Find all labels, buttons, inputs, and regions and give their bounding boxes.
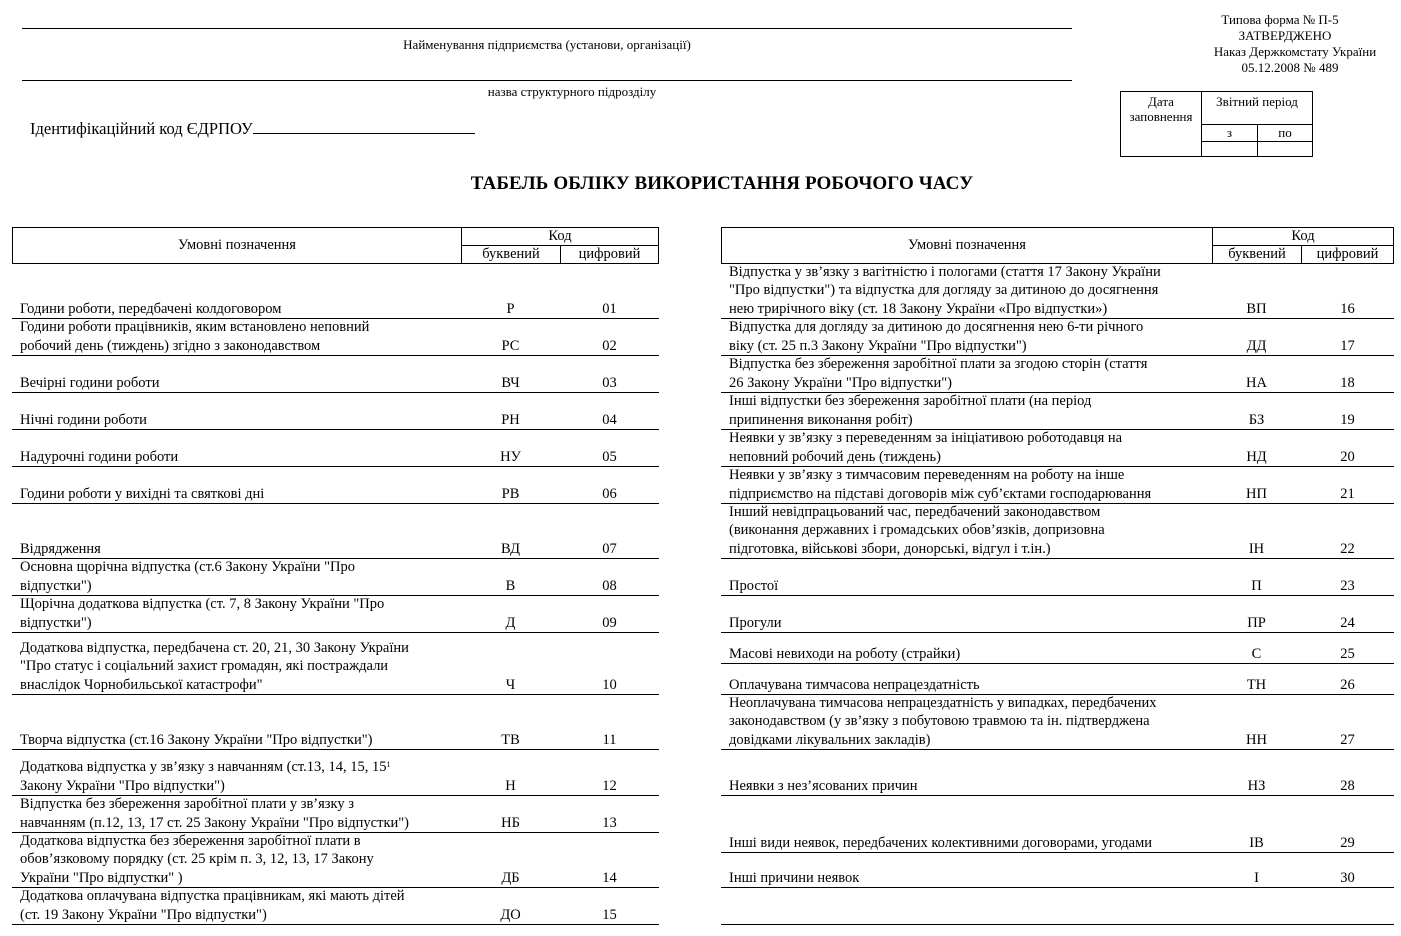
row-digit-code: 25 [1340,645,1355,662]
row-description: Відпустка без збереження заробітної плати за згодою сторін (стаття 26 Закону України "Про відпустки") [729,356,1148,391]
row-letter-code: Д [505,614,516,631]
row-letter-code: БЗ [1248,411,1265,428]
period-to-label: по [1258,125,1312,142]
table-row [12,319,659,356]
row-letter-code: ТН [1246,676,1267,693]
row-digit-code: 03 [602,374,617,391]
row-letter-code: ДО [500,906,521,923]
row-letter-code: В [505,577,516,594]
approved-label: ЗАТВЕРДЖЕНО [1238,28,1332,43]
header-code: Код [462,228,658,246]
row-letter-code: РВ [501,485,520,502]
period-label: Звітний період [1202,92,1312,125]
row-digit-code: 27 [1340,731,1355,748]
row-description: Інші відпустки без збереження заробітної плати (на період припинення виконання робіт) [729,393,1092,428]
row-letter-code: П [1251,577,1262,594]
table-row [12,559,659,596]
table-row [12,430,659,467]
row-digit-code: 13 [602,814,617,831]
row-description: Неоплачувана тимчасова непрацездатність у випадках, передбачених законодавством (у зв’язку з побутовою травмою та ін. підтверджена довідками лікувальних закладів) [729,695,1157,748]
table-row [721,393,1394,430]
row-letter-code: ПР [1247,614,1266,631]
row-letter-code: НБ [501,814,520,831]
row-digit-code: 22 [1340,540,1355,557]
row-letter-code: НД [1246,448,1267,465]
row-digit-code: 21 [1340,485,1355,502]
row-description: Простої [729,577,779,594]
edrpou-field [30,119,475,139]
row-digit-code: 05 [602,448,617,465]
table-row [12,264,659,319]
row-letter-code: Ч [505,676,516,693]
row-description: Додаткова оплачувана відпустка працівникам, які мають дітей (ст. 19 Закону України "Про відпустки") [20,888,405,923]
table-row [721,356,1394,393]
row-digit-code: 01 [602,300,617,317]
row-digit-code: 19 [1340,411,1355,428]
row-digit-code: 23 [1340,577,1355,594]
row-letter-code: С [1251,645,1262,662]
table-row [721,664,1394,695]
row-letter-code: Н [505,777,516,794]
row-digit-code: 30 [1340,869,1355,886]
row-letter-code: І [1254,869,1259,886]
table-row [721,853,1394,888]
table-row [12,356,659,393]
row-description: Додаткова відпустка, передбачена ст. 20, 21, 30 Закону України "Про статус і соціальний захист громадян, які постраждали внаслідок Чорнобильської катастрофи" [20,640,409,693]
row-description: Відрядження [20,540,101,557]
date-table [1120,91,1313,157]
table-row [12,504,659,559]
row-digit-code: 09 [602,614,617,631]
row-description: Творча відпустка (ст.16 Закону України "Про відпустки") [20,731,373,748]
row-description: Інший невідпрацьований час, передбачений законодавством (виконання державних і громадських обов’язків, допризовна підготовка, військові збори, донорські, відгул і т.ін.) [729,504,1105,557]
table-row [12,833,659,888]
row-letter-code: РС [501,337,520,354]
row-description: Години роботи у вихідні та святкові дні [20,485,265,502]
table-row [721,633,1394,664]
row-letter-code: ДБ [501,869,520,886]
row-description: Надурочні години роботи [20,448,179,465]
table-row [12,888,659,925]
row-description: Відпустка без збереження заробітної плати у зв’язку з навчанням (п.12, 13, 17 ст. 25 Закону України "Про відпустки") [20,796,409,831]
row-description: Неявки у зв’язку з тимчасовим переведенням на роботу на інше підприємство на підставі договорів між суб’єктами господарювання [729,467,1152,502]
table-row [721,695,1394,750]
table-header [12,227,659,264]
row-letter-code: ВД [500,540,520,557]
table-row [721,319,1394,356]
row-description: Неявки у зв’язку з переведенням за ініціативою роботодавця на неповний робочий день (тиждень) [729,430,1123,465]
row-digit-code: 08 [602,577,617,594]
row-description: Вечірні години роботи [20,374,160,391]
row-description: Прогули [729,614,782,631]
order-label: Наказ Держкомстату України [1213,44,1377,59]
row-description: Години роботи, передбачені колдоговором [20,300,282,317]
row-description: Відпустка у зв’язку з вагітністю і пологами (стаття 17 Закону України "Про відпустки") та відпустка для догляду за дитиною до досягнення нею трирічного віку (ст. 18 Закону України «Про відпустки») [729,264,1161,317]
edrpou-label: Ідентифікаційний код ЄДРПОУ [30,119,253,138]
row-digit-code: 06 [602,485,617,502]
row-letter-code: ТВ [501,731,520,748]
org-name-line[interactable] [22,28,1072,29]
subdivision-caption: назва структурного підрозділу [487,84,657,99]
table-row [12,596,659,633]
fill-date-label: Дата [1148,94,1174,109]
row-description: Нічні години роботи [20,411,147,428]
row-digit-code: 20 [1340,448,1355,465]
header-digit-code: цифровий [578,246,641,262]
page-title: ТАБЕЛЬ ОБЛІКУ ВИКОРИСТАННЯ РОБОЧОГО ЧАСУ [470,173,974,194]
header-designation: Умовні позначення [13,228,462,263]
row-letter-code: ІН [1248,540,1265,557]
table-row [721,888,1394,925]
table-row [721,559,1394,596]
org-name-caption: Найменування підприємства (установи, організації) [403,37,691,52]
row-digit-code: 14 [602,869,617,886]
row-description: Основна щорічна відпустка (ст.6 Закону України "Про відпустки") [20,559,356,594]
form-info [1170,12,1390,76]
row-letter-code: ДД [1246,337,1267,354]
row-digit-code: 24 [1340,614,1355,631]
table-row [721,796,1394,853]
row-digit-code: 12 [602,777,617,794]
row-digit-code: 07 [602,540,617,557]
table-row [721,504,1394,559]
table-row [721,467,1394,504]
row-letter-code: НП [1246,485,1267,502]
header-designation: Умовні позначення [722,228,1213,263]
row-description: Додаткова відпустка без збереження заробітної плати в обов’язковому порядку (ст. 25 крім п. 3, 12, 13, 17 Закону України "Про відпустки" ) [20,833,374,886]
table-header [721,227,1394,264]
row-digit-code: 18 [1340,374,1355,391]
fill-date-label-2: заповнення [1129,109,1193,124]
row-description: Щорічна додаткова відпустка (ст. 7, 8 Закону України "Про відпустки") [20,596,385,631]
table-row [721,430,1394,467]
row-description: Години роботи працівників, яким встановлено неповний робочий день (тиждень) згідно з законодавством [20,319,370,354]
table-row [721,596,1394,633]
fill-date-cell[interactable] [1121,92,1202,156]
table-row [721,750,1394,796]
table-row [721,264,1394,319]
row-digit-code: 16 [1340,300,1355,317]
table-row [12,796,659,833]
period-from-input[interactable] [1202,142,1258,156]
row-description: Відпустка для догляду за дитиною до досягнення нею 6-ти річного віку (ст. 25 п.3 Закону України "Про відпустки") [729,319,1144,354]
row-letter-code: НН [1246,731,1267,748]
table-row [12,467,659,504]
row-description: Додаткова відпустка у зв’язку з навчанням (ст.13, 14, 15, $15^1$ Закону України "Про відпустки") [20,759,391,794]
header-letter-code: буквений [462,246,561,263]
form-number: Типова форма № П-5 [1221,12,1339,27]
row-letter-code: НЗ [1247,777,1266,794]
row-letter-code: ІВ [1249,834,1264,851]
row-letter-code: ВЧ [501,374,520,391]
row-digit-code: 02 [602,337,617,354]
row-digit-code: 04 [602,411,617,428]
row-letter-code: НА [1246,374,1267,391]
period-from-label: з [1202,125,1258,142]
row-letter-code: Р [506,300,515,317]
header-letter-code: буквений [1213,246,1302,263]
row-digit-code: 17 [1340,337,1355,354]
row-digit-code: 15 [602,906,617,923]
row-digit-code: 10 [602,676,617,693]
row-digit-code: 11 [602,731,617,748]
row-digit-code: 26 [1340,676,1355,693]
row-description: Масові невиходи на роботу (страйки) [729,645,961,662]
row-description: Інші причини неявок [729,869,860,886]
row-description: Інші види неявок, передбачених колективними договорами, угодами [729,834,1153,851]
row-digit-code: 29 [1340,834,1355,851]
row-letter-code: ВП [1246,300,1267,317]
row-letter-code: РН [501,411,520,428]
row-description: Неявки з нез’ясованих причин [729,777,918,794]
header-digit-code: цифровий [1316,246,1379,262]
table-row [12,695,659,750]
row-letter-code: НУ [500,448,521,465]
order-date: 05.12.2008 № 489 [1241,60,1339,75]
row-description: Оплачувана тимчасова непрацездатність [729,676,980,693]
edrpou-input[interactable] [253,119,475,134]
subdivision-line[interactable] [22,80,1072,81]
table-row [12,750,659,796]
table-row [12,393,659,430]
row-digit-code: 28 [1340,777,1355,794]
header-code: Код [1213,228,1393,246]
table-row [12,633,659,695]
